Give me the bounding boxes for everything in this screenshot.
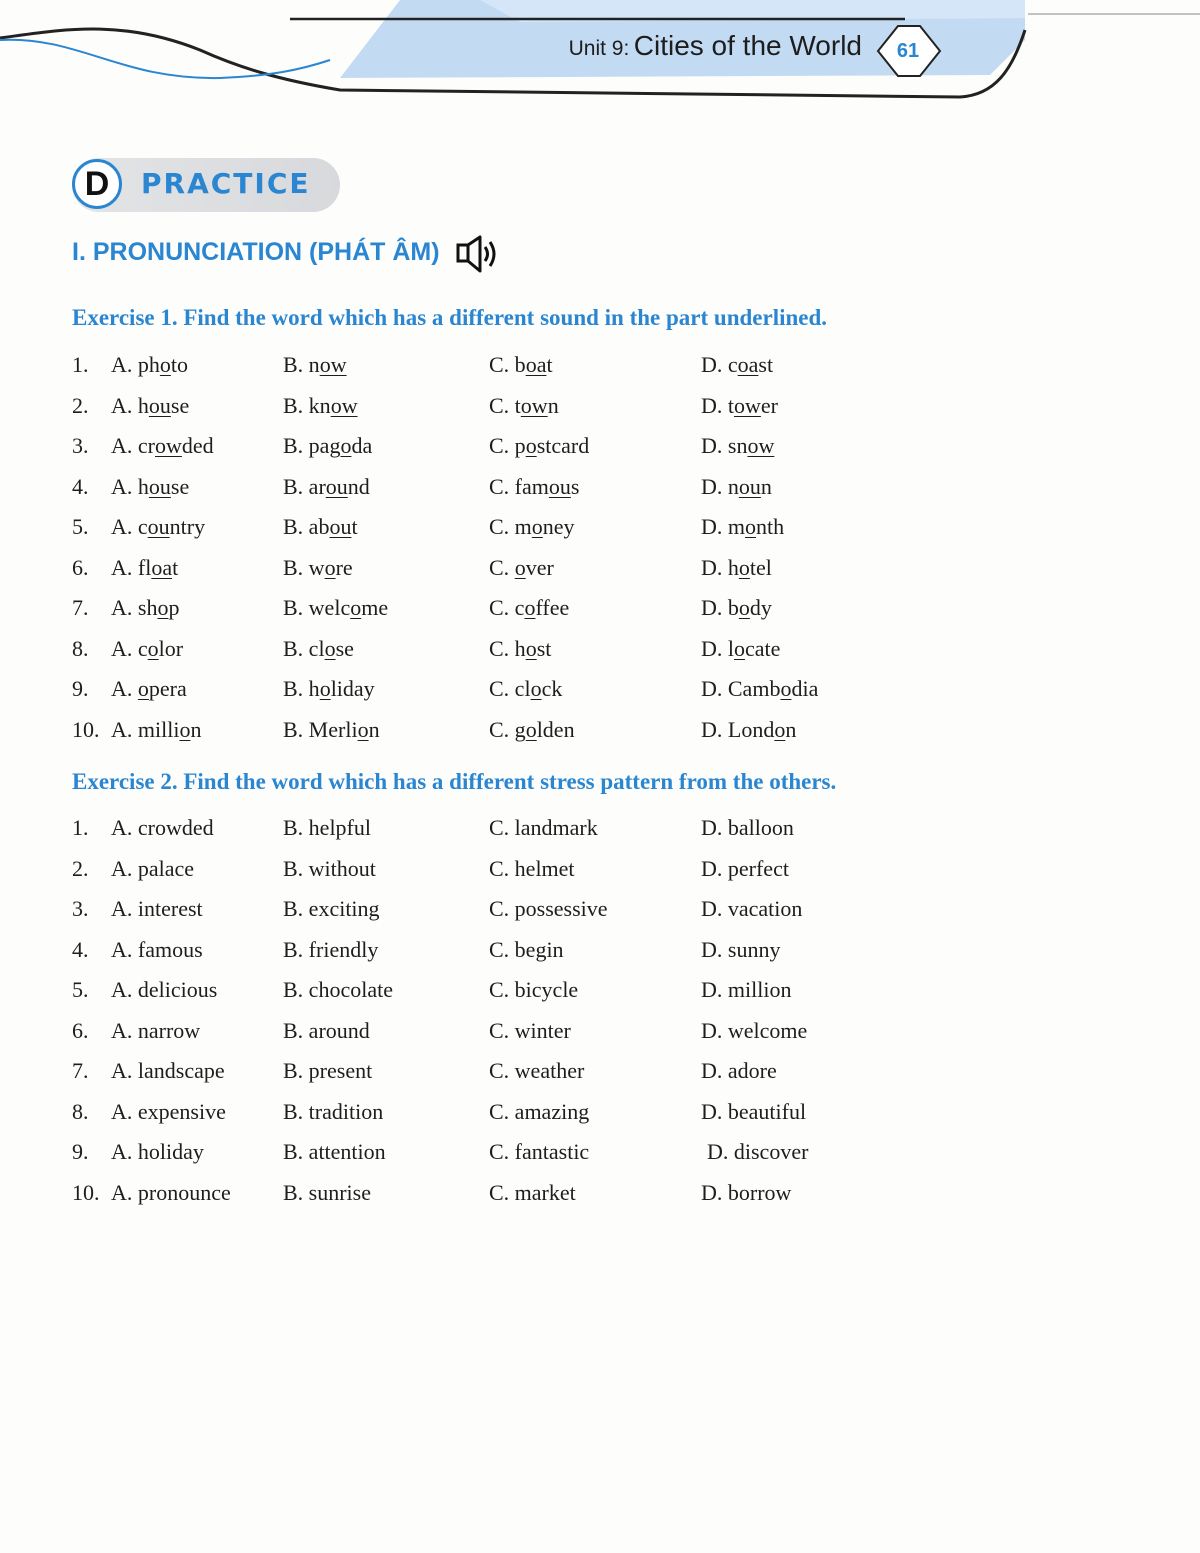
option-text: D. Lond: [701, 716, 775, 742]
question-number: 9.: [72, 676, 89, 701]
underlined-part: o: [525, 716, 537, 742]
option-text: A. h: [111, 473, 149, 499]
unit-label: Unit 9:: [568, 37, 630, 60]
answer-option[interactable]: [489, 433, 589, 459]
answer-option[interactable]: [489, 393, 559, 419]
option-text: pera: [148, 676, 187, 701]
answer-option[interactable]: D. million: [701, 977, 792, 1002]
option-text: se: [170, 392, 190, 418]
answer-option[interactable]: [701, 717, 796, 743]
option-text: B. w: [283, 554, 325, 580]
answer-option[interactable]: D. welcome: [701, 1017, 808, 1043]
option-text: C. cl: [489, 676, 531, 701]
underlined-part: ou: [148, 392, 171, 418]
question-number: 10.: [72, 1179, 100, 1205]
answer-option[interactable]: A. holiday: [111, 1139, 204, 1164]
underlined-part: o: [324, 635, 336, 661]
option-text: st: [758, 352, 774, 377]
answer-option[interactable]: [701, 595, 772, 621]
option-text: cate: [745, 635, 781, 661]
answer-option[interactable]: [701, 393, 778, 419]
question-number: 6.: [72, 1017, 89, 1043]
question-number: 5.: [72, 514, 89, 539]
question-number: 1.: [72, 815, 89, 840]
answer-option[interactable]: D. borrow: [701, 1179, 792, 1205]
option-text: n: [190, 716, 202, 742]
answer-option[interactable]: [283, 474, 370, 500]
option-text: n: [368, 716, 380, 742]
option-text: lden: [536, 716, 575, 742]
answer-option[interactable]: [489, 514, 575, 540]
option-text: me: [361, 595, 389, 620]
answer-option[interactable]: A. interest: [111, 896, 203, 921]
answer-option[interactable]: [489, 474, 579, 500]
answer-option[interactable]: [283, 393, 358, 419]
underlined-part: oa: [737, 352, 759, 377]
option-text: ney: [542, 514, 575, 539]
option-text: p: [168, 595, 180, 620]
underlined-part: ow: [747, 433, 775, 458]
answer-option[interactable]: C. helmet: [489, 855, 575, 881]
answer-option[interactable]: D. discover: [707, 1139, 809, 1164]
answer-option[interactable]: [489, 555, 554, 581]
underlined-part: o: [525, 433, 537, 458]
answer-option[interactable]: [111, 555, 178, 581]
option-text: se: [170, 473, 190, 499]
option-text: B. welc: [283, 595, 351, 620]
underlined-part: o: [780, 676, 792, 701]
answer-option[interactable]: C. fantastic: [489, 1139, 590, 1164]
answer-option[interactable]: B. tradition: [283, 1098, 384, 1124]
answer-option[interactable]: D. adore: [701, 1058, 777, 1083]
underlined-part: o: [324, 554, 336, 580]
option-text: B. cl: [283, 635, 325, 661]
answer-option[interactable]: [283, 433, 372, 459]
answer-option[interactable]: A. crowded: [111, 815, 214, 840]
option-text: C. b: [489, 352, 526, 377]
option-text: re: [335, 554, 353, 580]
answer-option[interactable]: C. landmark: [489, 815, 598, 840]
option-text: ffee: [535, 595, 570, 620]
answer-option[interactable]: [283, 514, 358, 540]
answer-option[interactable]: [111, 393, 189, 419]
answer-option[interactable]: A. famous: [111, 936, 203, 962]
option-text: to: [170, 352, 189, 377]
answer-option[interactable]: [111, 676, 187, 702]
underlined-part: o: [531, 514, 543, 539]
answer-option[interactable]: [701, 433, 774, 459]
underlined-part: o: [738, 595, 750, 620]
exercise1-title: Exercise 1. Find the word which has a different sound in the part underlined.: [72, 305, 828, 330]
answer-option[interactable]: [701, 555, 772, 581]
option-text: C. g: [489, 716, 526, 742]
answer-option[interactable]: D. sunny: [701, 936, 781, 962]
option-text: A. milli: [111, 716, 180, 742]
option-text: er: [760, 392, 778, 418]
option-text: n: [785, 716, 797, 742]
option-text: A. fl: [111, 554, 152, 580]
answer-option[interactable]: D. vacation: [701, 896, 803, 921]
question-number: 10.: [72, 716, 100, 742]
answer-option[interactable]: C. begin: [489, 936, 564, 962]
answer-option[interactable]: [283, 352, 347, 378]
option-text: C. t: [489, 392, 521, 418]
underlined-part: oa: [151, 554, 173, 580]
answer-option[interactable]: A. palace: [111, 855, 195, 881]
underlined-part: oa: [525, 352, 547, 377]
option-text: t: [546, 352, 553, 377]
exercise2-title: Exercise 2. Find the word which has a different stress pattern from the others.: [72, 769, 837, 794]
answer-option[interactable]: B. exciting: [283, 896, 380, 921]
option-text: nth: [756, 514, 785, 539]
question-number: 4.: [72, 936, 89, 962]
answer-option[interactable]: [111, 474, 189, 500]
unit-name: Cities of the World: [633, 30, 862, 61]
underlined-part: o: [734, 635, 745, 661]
answer-option[interactable]: A. delicious: [111, 977, 218, 1002]
answer-option[interactable]: [701, 636, 780, 662]
underlined-part: o: [530, 676, 542, 701]
answer-option[interactable]: [489, 595, 569, 621]
option-text: B. h: [283, 676, 320, 701]
option-text: n: [760, 473, 772, 499]
option-text: C.: [489, 554, 515, 580]
question-number: 7.: [72, 595, 89, 620]
unit-title: [569, 30, 862, 62]
answer-option[interactable]: D. perfect: [701, 855, 789, 881]
underlined-part: o: [179, 716, 191, 742]
speaker-icon[interactable]: [455, 234, 505, 274]
question-number: 3.: [72, 896, 89, 921]
answer-option[interactable]: B. attention: [283, 1139, 386, 1164]
answer-option[interactable]: [489, 636, 551, 662]
answer-option[interactable]: [111, 433, 214, 459]
option-text: C. fam: [489, 473, 549, 499]
option-text: ver: [525, 554, 554, 580]
question-number: 3.: [72, 433, 89, 458]
option-text: D. sn: [701, 433, 748, 458]
practice-label: PRACTICE: [141, 167, 311, 200]
underlined-part: ow: [520, 392, 548, 418]
underlined-part: ow: [154, 433, 182, 458]
underlined-part: ow: [330, 392, 358, 418]
option-text: C. h: [489, 635, 526, 661]
answer-option[interactable]: C. market: [489, 1179, 576, 1205]
underlined-part: o: [137, 676, 149, 701]
option-text: D. m: [701, 514, 745, 539]
option-text: D. t: [701, 392, 734, 418]
answer-option[interactable]: C. possessive: [489, 896, 608, 921]
answer-option[interactable]: [701, 676, 818, 702]
underlined-part: o: [357, 716, 369, 742]
answer-option[interactable]: [283, 717, 380, 743]
question-number: 5.: [72, 977, 89, 1002]
answer-option[interactable]: C. amazing: [489, 1098, 590, 1124]
option-text: A. c: [111, 514, 148, 539]
underlined-part: ou: [148, 473, 171, 499]
answer-option[interactable]: [701, 474, 772, 500]
option-text: A. ph: [111, 352, 160, 377]
underlined-part: o: [525, 635, 537, 661]
page-number: 61: [896, 39, 920, 62]
option-text: t: [351, 514, 358, 539]
answer-option[interactable]: A. pronounce: [111, 1179, 231, 1205]
answer-option[interactable]: B. present: [283, 1058, 373, 1083]
underlined-part: o: [157, 595, 169, 620]
question-number: 8.: [72, 1098, 89, 1124]
underlined-part: o: [350, 595, 362, 620]
option-text: da: [351, 433, 373, 458]
underlined-part: o: [524, 595, 536, 620]
question-number: 7.: [72, 1058, 89, 1083]
underlined-part: ou: [325, 473, 348, 499]
option-text: tel: [749, 554, 772, 580]
underlined-part: o: [340, 433, 352, 458]
underlined-part: o: [319, 676, 331, 701]
option-text: st: [536, 635, 552, 661]
option-text: A.: [111, 676, 138, 701]
answer-option[interactable]: C. bicycle: [489, 977, 579, 1002]
answer-option[interactable]: [283, 676, 375, 702]
answer-option[interactable]: B. without: [283, 855, 376, 881]
underlined-part: ou: [548, 473, 571, 499]
option-text: dia: [791, 676, 819, 701]
answer-option[interactable]: B. friendly: [283, 936, 379, 962]
underlined-part: o: [159, 352, 171, 377]
underlined-part: o: [147, 635, 159, 661]
answer-option[interactable]: C. winter: [489, 1017, 571, 1043]
underlined-part: o: [514, 554, 526, 580]
option-text: D. n: [701, 473, 739, 499]
answer-option[interactable]: B. around: [283, 1017, 370, 1043]
option-text: s: [570, 473, 580, 499]
answer-option[interactable]: B. chocolate: [283, 977, 393, 1002]
option-text: B. ab: [283, 514, 330, 539]
practice-badge: D: [72, 159, 122, 209]
option-text: nd: [347, 473, 370, 499]
answer-option[interactable]: [489, 352, 553, 378]
option-text: stcard: [536, 433, 590, 458]
answer-option[interactable]: A. narrow: [111, 1017, 201, 1043]
option-text: D. Camb: [701, 676, 781, 701]
option-text: B. pag: [283, 433, 341, 458]
answer-option[interactable]: [701, 514, 784, 540]
option-text: B. ar: [283, 473, 326, 499]
answer-option[interactable]: [701, 352, 773, 378]
answer-option[interactable]: [489, 676, 562, 702]
underlined-part: o: [745, 514, 756, 539]
option-text: t: [172, 554, 179, 580]
question-number: 9.: [72, 1139, 89, 1164]
option-text: A. h: [111, 392, 149, 418]
answer-option[interactable]: C. weather: [489, 1058, 585, 1083]
answer-option[interactable]: A. expensive: [111, 1098, 226, 1124]
underlined-part: ou: [147, 514, 170, 539]
answer-option[interactable]: [111, 352, 188, 378]
question-number: 4.: [72, 473, 89, 499]
option-text: D. l: [701, 635, 734, 661]
option-text: B. Merli: [283, 716, 358, 742]
option-text: C. m: [489, 514, 532, 539]
option-text: ded: [181, 433, 214, 458]
option-text: B. n: [283, 352, 320, 377]
question-number: 6.: [72, 554, 89, 580]
option-text: n: [547, 392, 559, 418]
question-number: 2.: [72, 392, 89, 418]
option-text: lor: [158, 635, 184, 661]
answer-option[interactable]: [111, 595, 179, 621]
option-text: D. c: [701, 352, 738, 377]
answer-option[interactable]: [111, 717, 201, 743]
option-text: C. p: [489, 433, 526, 458]
option-text: A. sh: [111, 595, 158, 620]
option-text: D. b: [701, 595, 739, 620]
answer-option[interactable]: [111, 514, 205, 540]
answer-option[interactable]: B. helpful: [283, 815, 371, 840]
option-text: liday: [330, 676, 375, 701]
underlined-part: o: [774, 716, 786, 742]
underlined-part: ow: [319, 352, 347, 377]
question-number: 8.: [72, 635, 89, 661]
answer-option[interactable]: [111, 636, 183, 662]
option-text: dy: [749, 595, 772, 620]
option-text: A. cr: [111, 433, 155, 458]
answer-option[interactable]: A. landscape: [111, 1058, 225, 1083]
answer-option[interactable]: [283, 636, 354, 662]
answer-option[interactable]: D. beautiful: [701, 1098, 807, 1124]
option-text: C. c: [489, 595, 525, 620]
answer-option[interactable]: D. balloon: [701, 815, 794, 840]
section-title: I. PRONUNCIATION (PHÁT ÂM): [72, 238, 440, 266]
underlined-part: o: [738, 554, 750, 580]
option-text: D. h: [701, 554, 739, 580]
underlined-part: ow: [734, 392, 761, 418]
underlined-part: ou: [738, 473, 761, 499]
answer-option[interactable]: [489, 717, 575, 743]
answer-option[interactable]: B. sunrise: [283, 1179, 371, 1205]
question-number: 1.: [72, 352, 89, 377]
question-number: 2.: [72, 855, 89, 881]
answer-option[interactable]: [283, 595, 388, 621]
answer-option[interactable]: [283, 555, 353, 581]
option-text: ntry: [169, 514, 206, 539]
option-text: B. kn: [283, 392, 331, 418]
option-text: ck: [541, 676, 563, 701]
option-text: A. c: [111, 635, 148, 661]
option-text: se: [335, 635, 354, 661]
underlined-part: ou: [329, 514, 352, 539]
